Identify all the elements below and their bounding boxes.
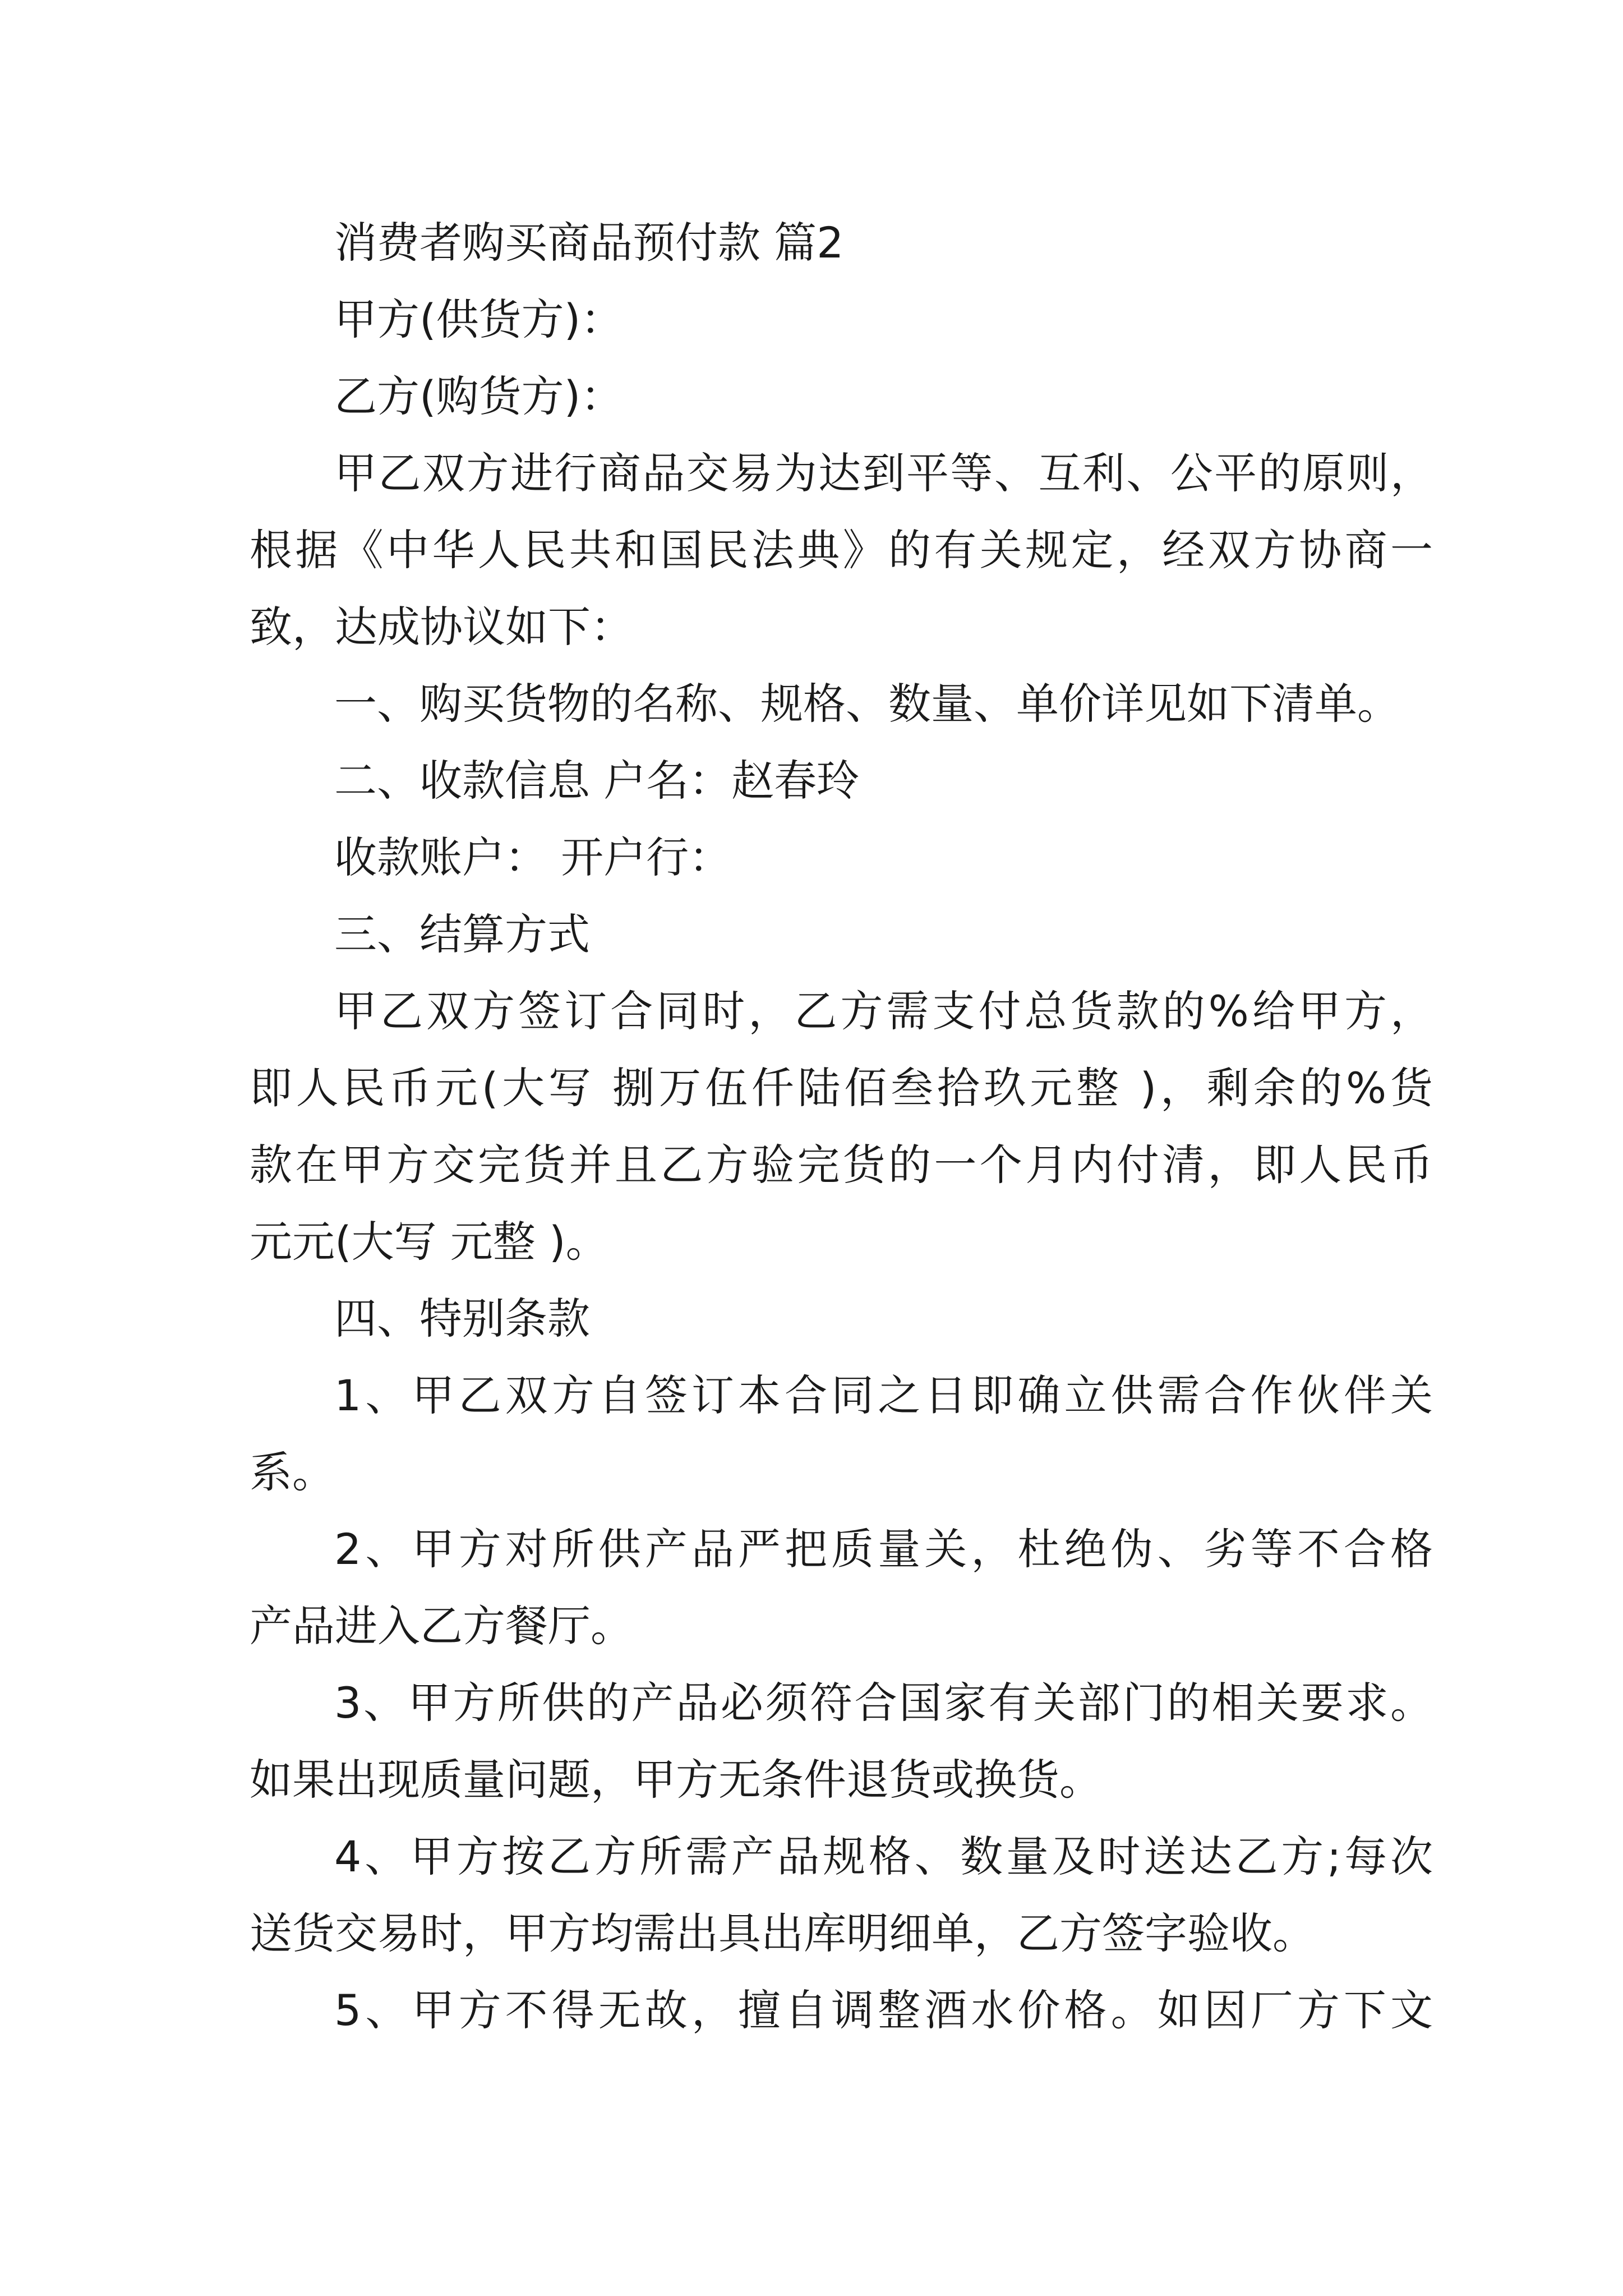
document-title: 消费者购买商品预付款 篇2	[334, 218, 844, 268]
clause-heading: 三、结算方式	[334, 909, 590, 959]
clause-heading: 四、特别条款	[334, 1294, 590, 1343]
paragraph-line: 收款账户： 开户行：	[334, 832, 732, 882]
paragraph-line: 甲乙双方进行商品交易为达到平等、互利、公平的原则，	[334, 448, 1433, 498]
paragraph-line: 致，达成协议如下：	[250, 602, 633, 652]
paragraph-line: 如果出现质量问题，甲方无条件退货或换货。	[250, 1755, 1102, 1805]
paragraph-line: 5、甲方不得无故，擅自调整酒水价格。如因厂方下文	[334, 1985, 1433, 2035]
clause-heading: 一、购买货物的名称、规格、数量、单价详见如下清单。	[334, 679, 1400, 729]
paragraph-line: 3、甲方所供的产品必须符合国家有关部门的相关要求。	[334, 1678, 1433, 1728]
paragraph-line: 款在甲方交完货并且乙方验完货的一个月内付清，即人民币	[250, 1140, 1433, 1190]
paragraph-line: 4、甲方按乙方所需产品规格、数量及时送达乙方;每次	[334, 1832, 1433, 1881]
paragraph-line: 2、甲方对所供产品严把质量关，杜绝伪、劣等不合格	[334, 1524, 1433, 1574]
paragraph-line: 即人民币元(大写 捌万伍仟陆佰叁拾玖元整 )，剩余的%货	[250, 1063, 1433, 1113]
paragraph-line: 产品进入乙方餐厅。	[250, 1601, 633, 1651]
paragraph-line: 元元(大写 元整 )。	[250, 1217, 608, 1267]
clause-heading: 二、收款信息 户名：赵春玲	[334, 756, 860, 806]
paragraph-line: 送货交易时，甲方均需出具出库明细单，乙方签字验收。	[250, 1908, 1315, 1958]
party-a-line: 甲方(供货方)：	[334, 295, 624, 344]
party-b-line: 乙方(购货方)：	[334, 371, 624, 421]
paragraph-line: 1、甲乙双方自签订本合同之日即确立供需合作伙伴关	[334, 1370, 1433, 1420]
paragraph-line: 甲乙双方签订合同时，乙方需支付总货款的%给甲方，	[334, 986, 1433, 1036]
paragraph-line: 根据《中华人民共和国民法典》的有关规定，经双方协商一	[250, 525, 1433, 575]
paragraph-line: 系。	[250, 1447, 335, 1497]
